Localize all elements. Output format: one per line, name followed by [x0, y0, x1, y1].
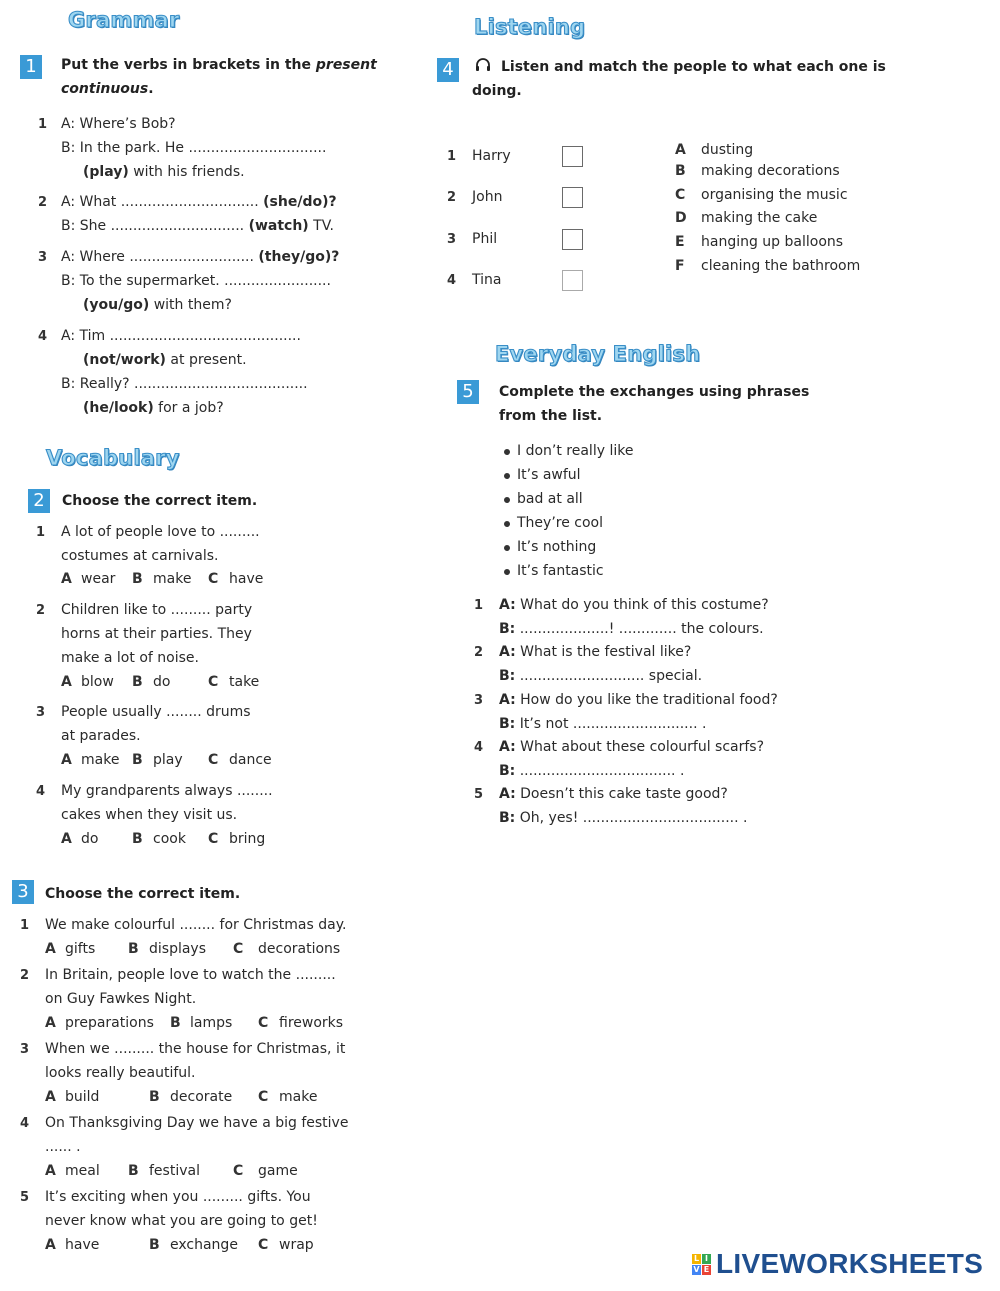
option-c[interactable]: bring: [229, 831, 266, 847]
listening-heading: Listening: [474, 15, 586, 39]
activity-text: organising the music: [701, 187, 848, 203]
option-a[interactable]: preparations: [65, 1015, 154, 1031]
person-name: Phil: [472, 231, 498, 247]
person-number: 2: [447, 190, 457, 205]
option-c[interactable]: take: [229, 674, 260, 690]
person-name: Tina: [472, 272, 502, 288]
option-letter: B: [149, 1237, 160, 1253]
option-letter: C: [208, 674, 219, 690]
question-text: Children like to ......... party: [61, 602, 253, 618]
option-letter: C: [233, 941, 244, 957]
question-text: at parades.: [61, 728, 141, 744]
activity-letter: B: [675, 163, 686, 179]
answer-box-john[interactable]: [562, 187, 583, 208]
item-number: 2: [36, 603, 46, 618]
question-text: In Britain, people love to watch the .........: [45, 967, 336, 983]
item-number: 3: [36, 705, 46, 720]
phrase-item: It’s nothing: [517, 539, 597, 555]
activity-letter: C: [675, 187, 686, 203]
dialogue-line[interactable]: B: Really? .......................................: [61, 376, 308, 392]
dialogue-line: (he/look) for a job?: [83, 400, 224, 416]
person-number: 1: [447, 149, 457, 164]
question-text: looks really beautiful.: [45, 1065, 196, 1081]
option-letter: C: [258, 1237, 269, 1253]
question-text: make a lot of noise.: [61, 650, 199, 666]
option-c[interactable]: have: [229, 571, 264, 587]
headphones-icon: [473, 55, 493, 75]
person-number: 4: [447, 273, 457, 288]
activity-letter: D: [675, 210, 687, 226]
question-text: It’s exciting when you ......... gifts. You: [45, 1189, 311, 1205]
question-text: never know what you are going to get!: [45, 1213, 318, 1229]
person-number: 3: [447, 232, 457, 247]
item-number: 5: [474, 787, 484, 802]
option-c[interactable]: dance: [229, 752, 272, 768]
option-a[interactable]: meal: [65, 1163, 100, 1179]
exercise-4-instruction-2: doing.: [472, 83, 522, 99]
question-text: cakes when they visit us.: [61, 807, 238, 823]
option-letter: C: [233, 1163, 244, 1179]
phrase-item: It’s fantastic: [517, 563, 604, 579]
option-letter: A: [61, 674, 72, 690]
everyday-english-heading: Everyday English: [495, 342, 701, 366]
item-number: 2: [20, 968, 30, 983]
phrase-item: bad at all: [517, 491, 583, 507]
dialogue-line: (not/work) at present.: [83, 352, 247, 368]
option-letter: B: [132, 571, 143, 587]
option-b[interactable]: play: [153, 752, 183, 768]
item-number: 2: [38, 195, 48, 210]
option-b[interactable]: lamps: [190, 1015, 233, 1031]
option-letter: B: [149, 1089, 160, 1105]
vocabulary-heading: Vocabulary: [46, 446, 180, 470]
activity-text: making decorations: [701, 163, 840, 179]
exercise-4-number: 4: [437, 58, 459, 82]
answer-box-tina[interactable]: [562, 270, 583, 291]
option-letter: B: [128, 1163, 139, 1179]
option-letter: C: [258, 1015, 269, 1031]
person-name: Harry: [472, 148, 511, 164]
dialogue-line[interactable]: A: What ............................... (she/do)?: [61, 194, 337, 210]
option-letter: C: [258, 1089, 269, 1105]
option-letter: A: [61, 831, 72, 847]
option-c[interactable]: wrap: [279, 1237, 314, 1253]
dialogue-line[interactable]: B: She .............................. (watch) TV.: [61, 218, 334, 234]
item-number: 1: [20, 918, 30, 933]
exchange-a: A: What about these colourful scarfs?: [499, 739, 765, 755]
question-text: We make colourful ........ for Christmas day.: [45, 917, 347, 933]
option-letter: A: [45, 1015, 56, 1031]
exercise-5-instruction: Complete the exchanges using phrases: [499, 384, 810, 400]
option-letter: B: [170, 1015, 181, 1031]
exercise-4-instruction: Listen and match the people to what each one is: [501, 59, 886, 75]
dialogue-line: A: Where’s Bob?: [61, 116, 176, 132]
option-letter: B: [132, 674, 143, 690]
option-b[interactable]: decorate: [170, 1089, 233, 1105]
item-number: 4: [474, 740, 484, 755]
option-c[interactable]: make: [279, 1089, 318, 1105]
exercise-2-instruction: Choose the correct item.: [62, 493, 258, 509]
option-b[interactable]: displays: [149, 941, 207, 957]
exchange-b[interactable]: B: It’s not ............................ .: [499, 716, 707, 732]
option-a[interactable]: make: [81, 752, 120, 768]
bullet-icon: [504, 569, 510, 575]
item-number: 3: [20, 1042, 30, 1057]
option-b[interactable]: make: [153, 571, 192, 587]
item-number: 3: [38, 250, 48, 265]
exercise-2-number: 2: [28, 489, 50, 513]
question-text: costumes at carnivals.: [61, 548, 219, 564]
exchange-a: A: What do you think of this costume?: [499, 597, 769, 613]
item-number: 2: [474, 645, 484, 660]
option-b[interactable]: cook: [153, 831, 186, 847]
logo-text: LIVEWORKSHEETS: [716, 1248, 984, 1279]
dialogue-line[interactable]: A: Where ............................ (they/go)?: [61, 249, 340, 265]
question-text: horns at their parties. They: [61, 626, 252, 642]
question-text: When we ......... the house for Christmas, it: [45, 1041, 346, 1057]
exercise-1-number: 1: [20, 55, 42, 79]
bullet-icon: [504, 521, 510, 527]
exercise-1-instruction: Put the verbs in brackets in the present: [61, 57, 377, 73]
option-letter: A: [45, 1237, 56, 1253]
logo-mark-icon: L I V E: [693, 1254, 710, 1274]
phrase-item: It’s awful: [517, 467, 581, 483]
item-number: 1: [474, 598, 484, 613]
dialogue-line[interactable]: B: To the supermarket. ........................: [61, 273, 331, 289]
option-c[interactable]: decorations: [258, 941, 341, 957]
question-text: My grandparents always ........: [61, 783, 273, 799]
exchange-b[interactable]: B: ....................! ............. the colours.: [499, 621, 764, 637]
grammar-heading: Grammar: [68, 8, 180, 32]
item-number: 5: [20, 1190, 30, 1205]
option-letter: B: [132, 752, 143, 768]
exchange-a: A: Doesn’t this cake taste good?: [499, 786, 728, 802]
question-text: on Guy Fawkes Night.: [45, 991, 197, 1007]
bullet-icon: [504, 473, 510, 479]
option-a[interactable]: blow: [81, 674, 114, 690]
option-a[interactable]: build: [65, 1089, 100, 1105]
option-a[interactable]: have: [65, 1237, 100, 1253]
exercise-5-number: 5: [457, 380, 479, 404]
question-text: On Thanksgiving Day we have a big festive: [45, 1115, 349, 1131]
exercise-5-instruction-2: from the list.: [499, 408, 603, 424]
dialogue-line[interactable]: B: In the park. He ...............................: [61, 140, 327, 156]
exchange-b[interactable]: B: Oh, yes! ................................... .: [499, 810, 748, 826]
activity-text: dusting: [701, 142, 754, 158]
item-number: 4: [38, 329, 48, 344]
option-letter: C: [208, 831, 219, 847]
option-b[interactable]: do: [153, 674, 171, 690]
option-letter: B: [132, 831, 143, 847]
option-a[interactable]: gifts: [65, 941, 96, 957]
option-letter: B: [128, 941, 139, 957]
option-c[interactable]: game: [258, 1163, 298, 1179]
phrase-item: They’re cool: [517, 515, 604, 531]
option-a[interactable]: wear: [81, 571, 116, 587]
option-letter: C: [208, 752, 219, 768]
answer-box-phil[interactable]: [562, 229, 583, 250]
item-number: 1: [38, 117, 48, 132]
option-letter: A: [61, 571, 72, 587]
question-text: ...... .: [45, 1139, 81, 1155]
activity-letter: A: [675, 142, 686, 158]
option-letter: C: [208, 571, 219, 587]
exchange-b[interactable]: B: ................................... .: [499, 763, 685, 779]
bullet-icon: [504, 449, 510, 455]
exchange-a: A: How do you like the traditional food?: [499, 692, 778, 708]
answer-box-harry[interactable]: [562, 146, 583, 167]
item-number: 4: [36, 784, 46, 799]
option-b[interactable]: festival: [149, 1163, 200, 1179]
activity-text: cleaning the bathroom: [701, 258, 861, 274]
item-number: 4: [20, 1116, 30, 1131]
exchange-b[interactable]: B: ............................ special.: [499, 668, 703, 684]
bullet-icon: [504, 545, 510, 551]
question-text: People usually ........ drums: [61, 704, 251, 720]
item-number: 3: [474, 693, 484, 708]
option-letter: A: [61, 752, 72, 768]
option-c[interactable]: fireworks: [279, 1015, 344, 1031]
activity-text: hanging up balloons: [701, 234, 844, 250]
bullet-icon: [504, 497, 510, 503]
option-letter: A: [45, 941, 56, 957]
activity-letter: E: [675, 234, 685, 250]
dialogue-line[interactable]: A: Tim ...........................................: [61, 328, 301, 344]
person-name: John: [472, 189, 503, 205]
exchange-a: A: What is the festival like?: [499, 644, 692, 660]
dialogue-line: (play) with his friends.: [83, 164, 245, 180]
activity-letter: F: [675, 258, 685, 274]
option-a[interactable]: do: [81, 831, 99, 847]
exercise-1-instruction-2: continuous.: [61, 81, 154, 97]
phrase-item: I don’t really like: [517, 443, 634, 459]
option-letter: A: [45, 1163, 56, 1179]
question-text: A lot of people love to .........: [61, 524, 260, 540]
exercise-3-number: 3: [12, 880, 34, 904]
option-b[interactable]: exchange: [170, 1237, 238, 1253]
item-number: 1: [36, 525, 46, 540]
activity-text: making the cake: [701, 210, 818, 226]
dialogue-line: (you/go) with them?: [83, 297, 232, 313]
option-letter: A: [45, 1089, 56, 1105]
exercise-3-instruction: Choose the correct item.: [45, 886, 241, 902]
